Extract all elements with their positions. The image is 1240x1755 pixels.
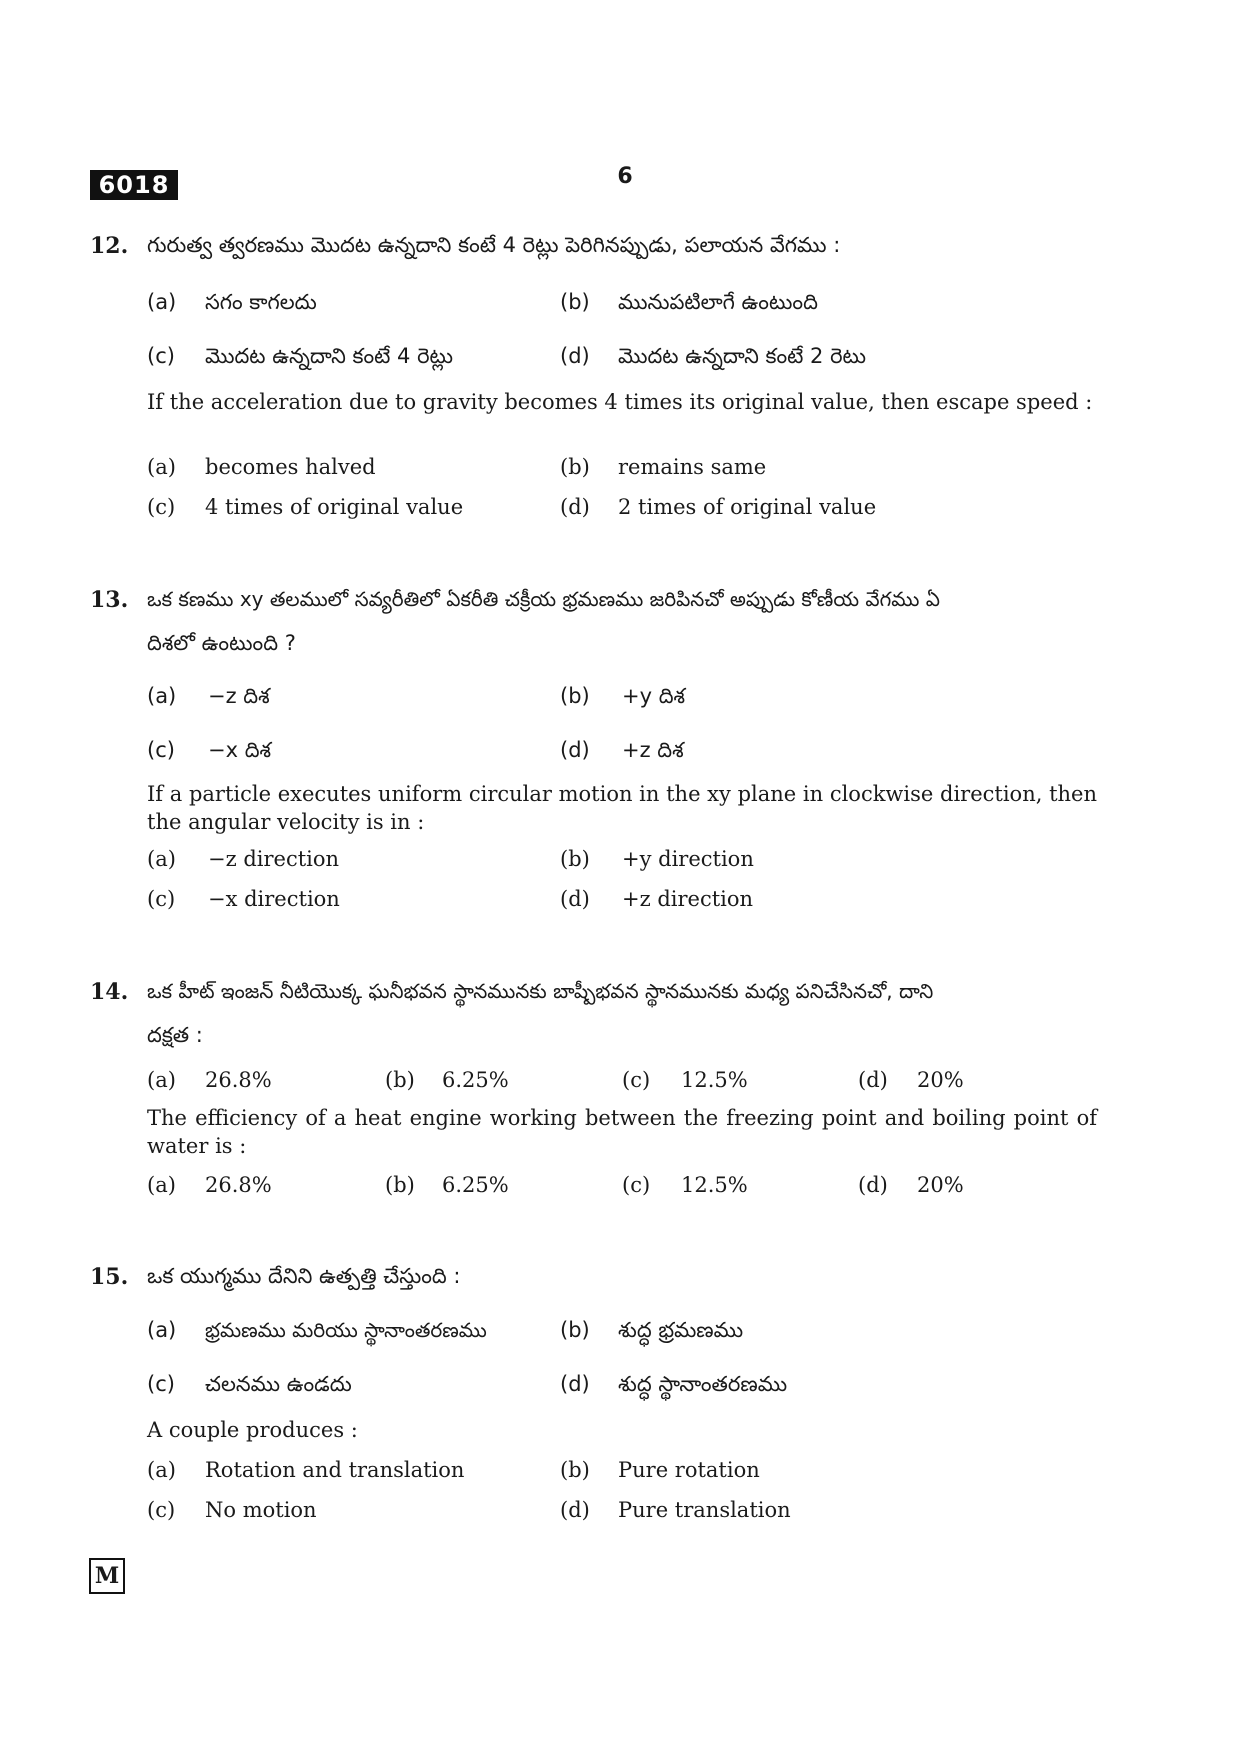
q13-te-opt-a-label: (a) xyxy=(147,684,177,708)
q14-en-opt-b-label: (b) xyxy=(385,1173,415,1197)
q14-te-opt-a: 26.8% xyxy=(205,1068,272,1092)
question-15-en-text: A couple produces : xyxy=(147,1418,358,1442)
q15-te-opt-c-label: (c) xyxy=(147,1372,175,1396)
q15-en-opt-d-label: (d) xyxy=(560,1498,590,1522)
q12-te-opt-b: మునుపటిలాగే ఉంటుంది xyxy=(618,290,818,314)
q13-en-opt-c: −x direction xyxy=(208,887,340,911)
q13-en-opt-d: +z direction xyxy=(622,887,754,911)
question-12-number: 12. xyxy=(90,233,129,259)
question-13-te-text-line1: ఒక కణము xy తలములో సవ్యరీతిలో ఏకరీతి చక్రీయ భ్రమణము జరిపినచో అప్పుడు కోణీయ వేగము ఏ xyxy=(147,587,940,611)
q14-en-opt-c: 12.5% xyxy=(681,1173,748,1197)
question-15-number: 15. xyxy=(90,1264,129,1290)
q13-te-opt-d: +z దిశ xyxy=(622,738,684,762)
question-15-te-text: ఒక యుగ్మము దేనిని ఉత్పత్తి చేస్తుంది : xyxy=(147,1264,461,1288)
q12-te-opt-c-label: (c) xyxy=(147,344,175,368)
q13-te-opt-c: −x దిశ xyxy=(208,738,272,762)
question-14-number: 14. xyxy=(90,979,129,1005)
q12-en-opt-d: 2 times of original value xyxy=(618,495,877,519)
q13-en-opt-a-label: (a) xyxy=(147,847,176,871)
q15-te-opt-b: శుద్ధ భ్రమణము xyxy=(618,1318,744,1342)
q12-te-opt-c: మొదట ఉన్నదాని కంటే 4 రెట్లు xyxy=(205,344,454,368)
q12-en-opt-b-label: (b) xyxy=(560,455,590,479)
q14-en-opt-a: 26.8% xyxy=(205,1173,272,1197)
q13-te-opt-d-label: (d) xyxy=(560,738,590,762)
q15-te-opt-a: భ్రమణము మరియు స్థానాంతరణము xyxy=(205,1318,487,1342)
q15-en-opt-c-label: (c) xyxy=(147,1498,176,1522)
question-12-te-text: గురుత్వ త్వరణము మొదట ఉన్నదాని కంటే 4 రెట్లు పెరిగినప్పుడు, పలాయన వేగము : xyxy=(147,233,841,257)
q15-te-opt-b-label: (b) xyxy=(560,1318,590,1342)
q14-en-opt-d: 20% xyxy=(917,1173,964,1197)
q15-te-opt-d: శుద్ధ స్థానాంతరణము xyxy=(618,1372,788,1396)
q15-te-opt-d-label: (d) xyxy=(560,1372,590,1396)
q12-en-opt-d-label: (d) xyxy=(560,495,590,519)
paper-code-badge: 6018 xyxy=(90,170,178,200)
footer-m-marker: M xyxy=(89,1558,125,1594)
question-14-en-text: The efficiency of a heat engine working between the freezing point and boiling point of water is : xyxy=(147,1106,1097,1158)
q13-en-opt-a: −z direction xyxy=(208,847,340,871)
q12-en-opt-a-label: (a) xyxy=(147,455,176,479)
q14-te-opt-d-label: (d) xyxy=(858,1068,888,1092)
q15-en-opt-c: No motion xyxy=(205,1498,317,1522)
q14-te-opt-b-label: (b) xyxy=(385,1068,415,1092)
q12-en-opt-c-label: (c) xyxy=(147,495,176,519)
q13-te-opt-b-label: (b) xyxy=(560,684,590,708)
q13-te-opt-a: −z దిశ xyxy=(208,684,270,708)
q13-en-opt-c-label: (c) xyxy=(147,887,176,911)
question-14-te-text-line1: ఒక హీట్ ఇంజన్ నీటియొక్క ఘనీభవన స్థానమునకు బాష్పీభవన స్థానమునకు మధ్య పనిచేసినచో, దాని xyxy=(147,979,934,1003)
q12-te-opt-b-label: (b) xyxy=(560,290,590,314)
q13-en-opt-d-label: (d) xyxy=(560,887,590,911)
q12-te-opt-d-label: (d) xyxy=(560,344,590,368)
question-14-te-text-line2: దక్షత : xyxy=(147,1023,203,1047)
q14-en-opt-c-label: (c) xyxy=(622,1173,651,1197)
question-13-te-text-line2: దిశలో ఉంటుంది ? xyxy=(147,631,296,655)
q13-en-opt-b: +y direction xyxy=(622,847,754,871)
q13-te-opt-b: +y దిశ xyxy=(622,684,686,708)
q14-te-opt-a-label: (a) xyxy=(147,1068,176,1092)
q13-te-opt-c-label: (c) xyxy=(147,738,175,762)
q14-en-opt-a-label: (a) xyxy=(147,1173,176,1197)
q15-te-opt-a-label: (a) xyxy=(147,1318,177,1342)
q15-en-opt-a: Rotation and translation xyxy=(205,1458,465,1482)
q15-en-opt-d: Pure translation xyxy=(618,1498,791,1522)
question-13-number: 13. xyxy=(90,587,129,613)
q12-en-opt-b: remains same xyxy=(618,455,767,479)
q12-te-opt-a: సగం కాగలదు xyxy=(205,290,317,314)
q14-te-opt-b: 6.25% xyxy=(442,1068,509,1092)
q15-te-opt-c: చలనము ఉండదు xyxy=(205,1372,352,1396)
q12-en-opt-c: 4 times of original value xyxy=(205,495,464,519)
q15-en-opt-b-label: (b) xyxy=(560,1458,590,1482)
q15-en-opt-a-label: (a) xyxy=(147,1458,176,1482)
question-12-en-text: If the acceleration due to gravity becomes 4 times its original value, then escape speed : xyxy=(147,390,1093,414)
q14-te-opt-c-label: (c) xyxy=(622,1068,651,1092)
q13-en-opt-b-label: (b) xyxy=(560,847,590,871)
question-13-en-text: If a particle executes uniform circular motion in the xy plane in clockwise direction, then the angular velocity is in : xyxy=(147,782,1097,834)
q14-te-opt-c: 12.5% xyxy=(681,1068,748,1092)
q14-en-opt-b: 6.25% xyxy=(442,1173,509,1197)
q14-te-opt-d: 20% xyxy=(917,1068,964,1092)
q12-te-opt-a-label: (a) xyxy=(147,290,177,314)
q12-en-opt-a: becomes halved xyxy=(205,455,376,479)
q14-en-opt-d-label: (d) xyxy=(858,1173,888,1197)
page-number: 6 xyxy=(617,164,633,189)
q12-te-opt-d: మొదట ఉన్నదాని కంటే 2 రెటు xyxy=(618,344,867,368)
q15-en-opt-b: Pure rotation xyxy=(618,1458,760,1482)
